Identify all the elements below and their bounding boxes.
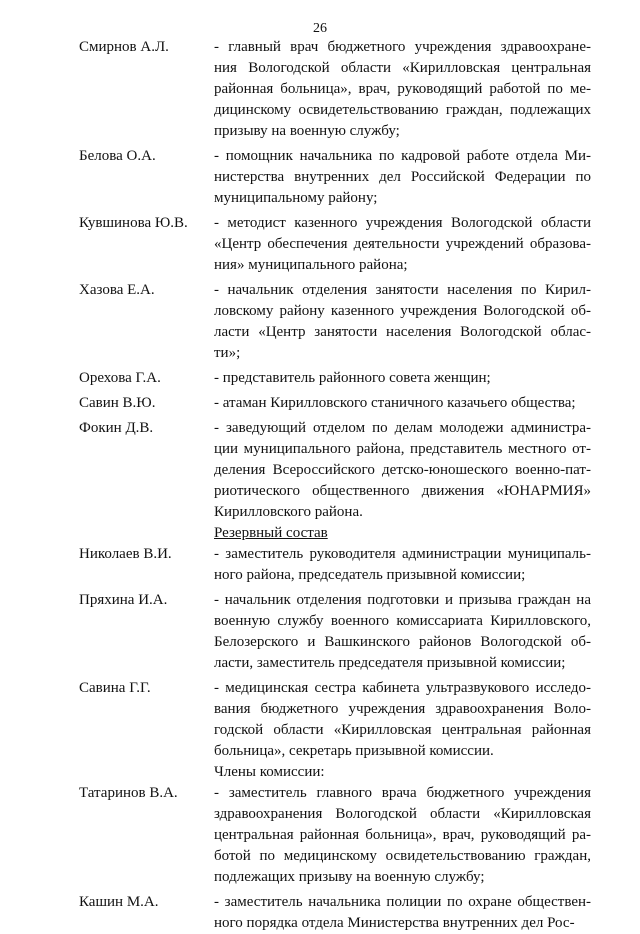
position-text-line: ловскому району казенного учреждения Вологодской об-: [214, 303, 591, 319]
reserve-heading-text: Резервный состав: [214, 525, 328, 541]
member-name: Савин В.Ю.: [79, 395, 156, 411]
position-text-line: - заведующий отделом по делам молодежи администра-: [214, 420, 591, 436]
member-position: [214, 146, 591, 209]
commission-list: [79, 37, 591, 934]
position-text-line: - главный врач бюджетного учреждения здравоохране-: [214, 39, 591, 55]
member-position: [214, 213, 591, 276]
commission-member-entry: [79, 368, 591, 389]
commission-member-entry: [79, 146, 591, 209]
commission-member-entry: [79, 280, 591, 364]
position-text-line: Кирилловского района.: [214, 504, 363, 520]
position-text-line: районная больница», врач, руководящий работой по ме-: [214, 81, 591, 97]
position-text-line: - начальник отделения подготовки и призыва граждан на: [214, 592, 591, 608]
member-position: [214, 590, 591, 674]
position-text-line: нистерства внутренних дел Российской Федерации по: [214, 169, 591, 185]
member-name: Кашин М.А.: [79, 894, 159, 910]
reserve-composition-section: [79, 544, 591, 762]
position-text-line: военную службу военного комиссариата Кирилловского,: [214, 613, 591, 629]
commission-member-entry: [79, 892, 591, 934]
position-text-line: - представитель районного совета женщин;: [214, 370, 491, 386]
position-text-line: ного района, председатель призывной комиссии;: [214, 567, 526, 583]
position-text-line: ласти, заместитель председателя призывной комиссии;: [214, 655, 566, 671]
commission-member-entry: [79, 37, 591, 142]
member-position: [214, 544, 591, 586]
member-name: Белова О.А.: [79, 148, 156, 164]
position-text-line: ции муниципального района, представитель местного от-: [214, 441, 591, 457]
position-text-line: вания бюджетного учреждения здравоохранения Воло-: [214, 701, 591, 717]
position-text-line: - атаман Кирилловского станичного казачьего общества;: [214, 395, 576, 411]
position-text-line: муниципальному району;: [214, 190, 378, 206]
position-text-line: - медицинская сестра кабинета ультразвукового исследо-: [214, 680, 591, 696]
member-position: [214, 418, 591, 523]
position-text-line: - заместитель руководителя администрации муниципаль-: [214, 546, 591, 562]
position-text-line: «Центр обеспечения деятельности учреждений образова-: [214, 236, 591, 252]
position-text-line: годской области «Кирилловская центральная районная: [214, 722, 591, 738]
position-text-line: - помощник начальника по кадровой работе отдела Ми-: [214, 148, 591, 164]
position-text-line: ти»;: [214, 345, 241, 361]
position-text-line: здравоохранения Вологодской области «Кирилловская: [214, 806, 591, 822]
position-text-line: ного порядка отдела Министерства внутренних дел Рос-: [214, 915, 575, 931]
position-text-line: ния Вологодской области «Кирилловская центральная: [214, 60, 591, 76]
position-text-line: призыву на военную службу;: [214, 123, 400, 139]
position-text-line: ботой по медицинскому освидетельствованию граждан,: [214, 848, 591, 864]
member-position: [214, 280, 591, 364]
member-name: Пряхина И.А.: [79, 592, 168, 608]
member-position: [214, 783, 591, 888]
member-name: Кувшинова Ю.В.: [79, 215, 188, 231]
members-heading: Члены комиссии:: [214, 764, 325, 780]
position-text-line: риотического общественного движения «ЮНАРМИЯ»: [214, 483, 591, 499]
position-text-line: центральная районная больница», врач, руководящий ра-: [214, 827, 591, 843]
commission-member-entry: [79, 393, 591, 414]
position-text-line: - начальник отделения занятости населения по Кирил-: [214, 282, 591, 298]
page-number: 26: [313, 21, 327, 36]
member-position: [214, 678, 591, 762]
main-composition-section: [79, 37, 591, 523]
member-position: [214, 368, 591, 389]
member-name: Фокин Д.В.: [79, 420, 154, 436]
member-name: Савина Г.Г.: [79, 680, 151, 696]
member-name: Смирнов А.Л.: [79, 39, 169, 55]
position-text-line: - методист казенного учреждения Вологодской области: [214, 215, 591, 231]
member-name: Татаринов В.А.: [79, 785, 178, 801]
position-text-line: ния» муниципального района;: [214, 257, 408, 273]
commission-member-entry: [79, 544, 591, 586]
member-name: Хазова Е.А.: [79, 282, 155, 298]
reserve-heading: [214, 523, 591, 544]
position-text-line: - заместитель главного врача бюджетного учреждения: [214, 785, 591, 801]
members-section: [79, 783, 591, 934]
member-position: [214, 37, 591, 142]
member-name: Николаев В.И.: [79, 546, 172, 562]
commission-member-entry: [79, 590, 591, 674]
commission-member-entry: [79, 783, 591, 888]
commission-member-entry: [79, 678, 591, 762]
position-text-line: ласти «Центр занятости населения Вологодской облас-: [214, 324, 591, 340]
position-text-line: подлежащих призыву на военную службу;: [214, 869, 485, 885]
member-position: [214, 393, 591, 414]
position-text-line: - заместитель начальника полиции по охране обществен-: [214, 894, 591, 910]
position-text-line: больница», секретарь призывной комиссии.: [214, 743, 494, 759]
position-text-line: дицинскому освидетельствованию граждан, подлежащих: [214, 102, 591, 118]
commission-member-entry: [79, 418, 591, 523]
member-position: [214, 892, 591, 934]
position-text-line: Белозерского и Вашкинского районов Вологодской об-: [214, 634, 591, 650]
position-text-line: деления Всероссийского детско-юношеского военно-пат-: [214, 462, 591, 478]
member-name: Орехова Г.А.: [79, 370, 161, 386]
commission-member-entry: [79, 213, 591, 276]
